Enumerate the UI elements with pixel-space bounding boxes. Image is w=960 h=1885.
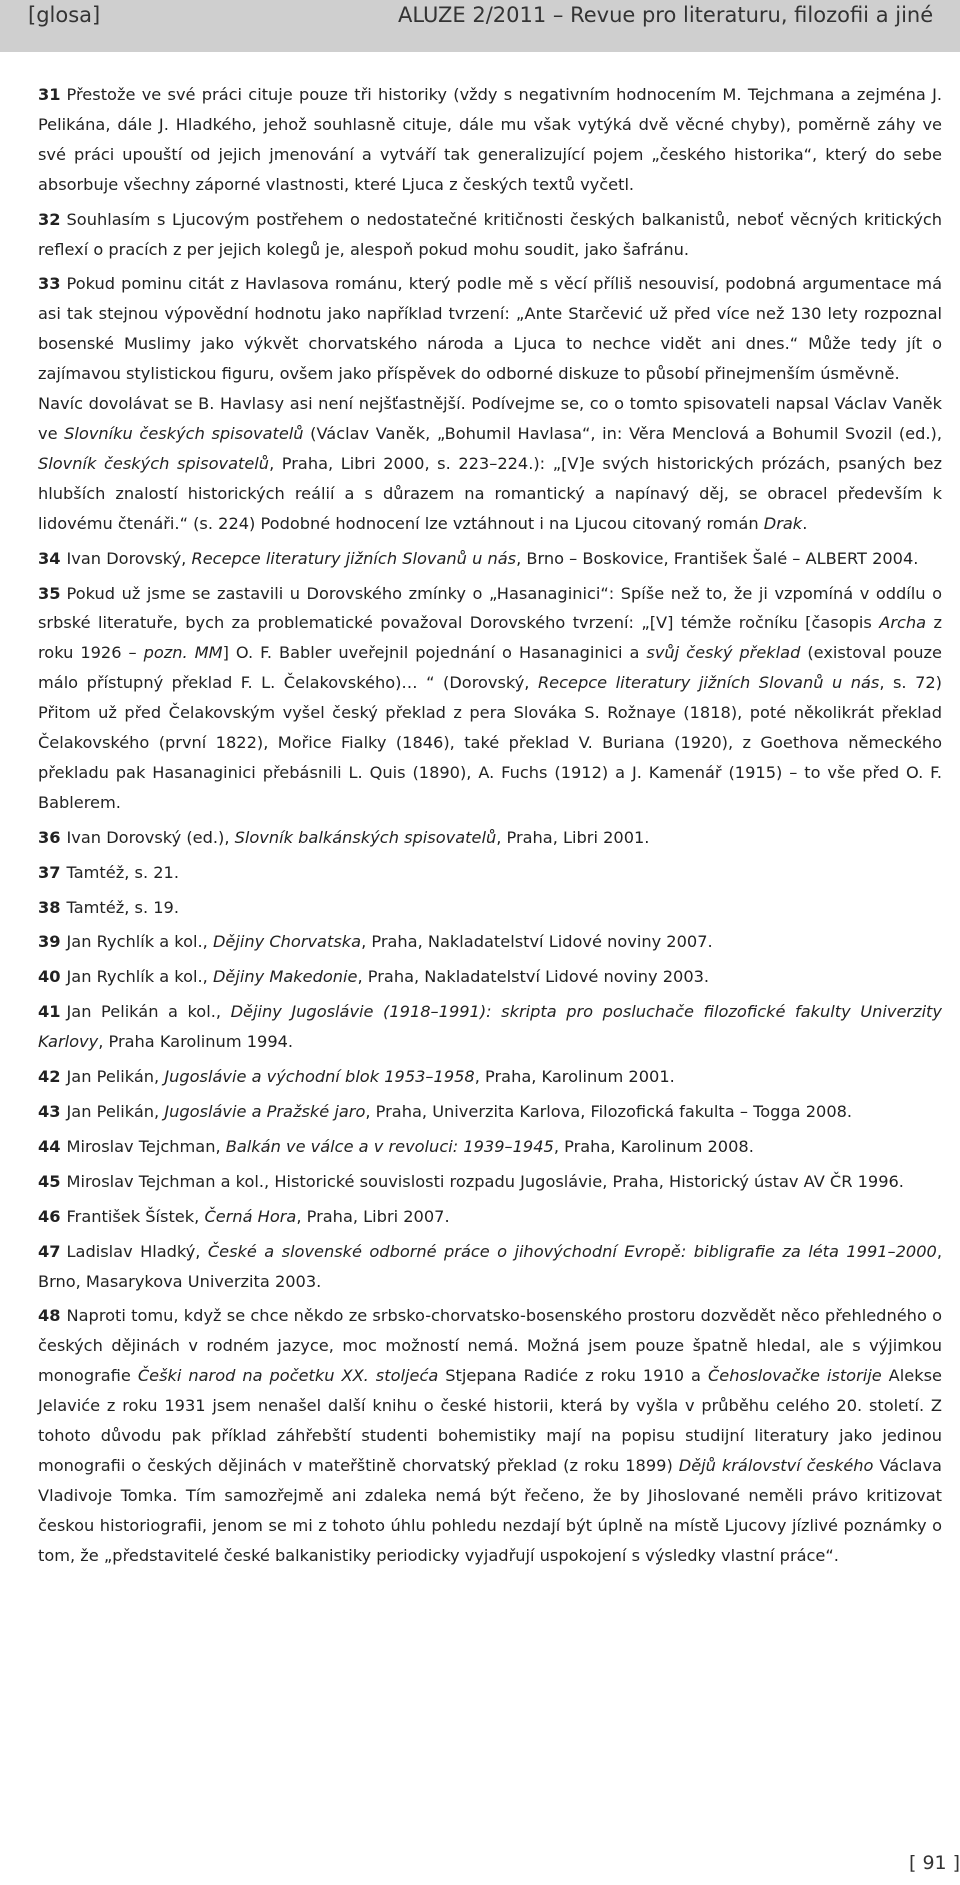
footnote-number: 48 <box>38 1306 61 1326</box>
footnote-number: 39 <box>38 932 61 952</box>
footnote-text: , Praha, Libri 2007. <box>296 1206 450 1226</box>
running-header <box>0 0 960 52</box>
footnote-text: Pokud pominu citát z Havlasova románu, který podle mě s věcí příliš nesouvisí, podobná argumentace má asi tak stejnou výpovědní hodnotu jako například tvrzení: „Ante Starčević už před více než 130 lety rozpoznal bosenské Muslimy jako výkvět chorvatského národa a Ljuca to nechce vidět ani dnes.“ Může tedy jít o zajímavou stylistickou figuru, ovšem jako příspěvek do odborné diskuze to působí přinejmenším úsměvně. <box>38 274 942 384</box>
footnote-32 <box>38 205 942 265</box>
work-title: České a slovenské odborné práce o jihovýchodní Evropě: bibligrafie za léta 1991–2000 <box>207 1241 937 1261</box>
footnote-text: Navíc dovolávat se B. Havlasy asi není nejšťastnější. Podívejme se, co o tomto spisovateli napsal Václav Vaněk ve <box>38 394 942 443</box>
footnote-number: 41 <box>38 1002 61 1022</box>
footnote-number: 32 <box>38 209 61 229</box>
footnote-number: 36 <box>38 827 61 847</box>
footnote-44 <box>38 1132 942 1162</box>
work-title: svůj český překlad <box>646 643 801 663</box>
footnote-text: , Brno, Masarykova Univerzita 2003. <box>38 1241 942 1291</box>
footnote-39 <box>38 927 942 957</box>
footnote-text: Ivan Dorovský (ed.), <box>66 827 235 847</box>
footnotes-block <box>38 80 942 1571</box>
footnote-text: Ivan Dorovský, <box>66 548 192 568</box>
footnote-number: 31 <box>38 85 61 104</box>
footnote-number: 47 <box>38 1241 61 1261</box>
footnote-text: (existoval pouze málo přístupný překlad F. L. Čelakovského)… “ (Dorovský, <box>38 643 943 693</box>
footnote-45 <box>38 1167 942 1197</box>
footnote-number: 38 <box>38 897 61 917</box>
footnote-34 <box>38 544 942 574</box>
work-title: Černá Hora <box>204 1206 297 1226</box>
footnote-text: Václava Vladivoje Tomka. Tím samozřejmě ani zdaleka nemá být řečeno, že by Jihoslované neměli právo kritizovat českou historiografii, jenom se mi z tohoto úhlu pohledu nezdají být úplně na místě Ljucovy jízlivé poznámky o tom, že „představitelé české balkanistiky periodicky vyjadřují uspokojení s výsledky vlastní práce“. <box>38 1455 942 1565</box>
work-title: Slovník českých spisovatelů <box>38 453 270 473</box>
work-title: Archa <box>879 613 927 633</box>
footnote-text: Naproti tomu, když se chce někdo ze srbsko-chorvatsko-bosenského prostoru dozvědět něco přehledného o českých dějinách v rodném jazyce, moc možností nemá. Možná jsem pouze špatně hledal, ale s výjimkou monografie <box>38 1306 942 1386</box>
footnote-number: 40 <box>38 967 61 987</box>
work-title: Recepce literatury jižních Slovanů u nás <box>191 548 517 568</box>
footnote-text: , Praha, Libri 2001. <box>496 827 650 847</box>
footnote-number: 44 <box>38 1136 61 1156</box>
work-title: Recepce literatury jižních Slovanů u nás <box>537 673 880 693</box>
work-title: Balkán ve válce a v revoluci: 1939–1945 <box>225 1136 554 1156</box>
footnote-number: 35 <box>38 583 61 603</box>
footnote-48 <box>38 1301 942 1570</box>
footnote-36 <box>38 823 942 853</box>
footnote-37 <box>38 858 942 888</box>
footnote-40 <box>38 962 942 992</box>
section-label: [glosa] <box>28 3 101 27</box>
footnote-text: . <box>802 513 808 533</box>
work-title: Dějiny Chorvatska <box>212 932 362 952</box>
footnote-text: Souhlasím s Ljucovým postřehem o nedostatečné kritičnosti českých balkanistů, neboť věcných kritických reflexí o pracích z per jejich kolegů je, alespoň pokud mohu soudit, jako šafránu. <box>38 209 942 259</box>
footnote-text: Jan Rychlík a kol., <box>66 932 213 952</box>
footnote-text: , Praha, Univerzita Karlova, Filozofická fakulta – Togga 2008. <box>365 1102 853 1121</box>
footnote-35 <box>38 579 942 818</box>
footnote-text: Přestože ve své práci cituje pouze tři historiky (vždy s negativním hodnocením M. Tejchmana a zejména J. Pelikána, dále J. Hladkého, jehož souhlasně cituje, dále mu však vytýká dvě věcné chyby), poměrně záhy ve své práci upouští od jejich jmenování a vytváří tak generalizující pojem „českého historika“, který do sebe absorbuje všechny záporné vlastnosti, které Ljuca z českých textů vyčetl. <box>38 85 942 194</box>
footnote-43 <box>38 1097 942 1127</box>
work-title: Jugoslávie a východní blok 1953–1958 <box>164 1067 475 1087</box>
footnote-number: 34 <box>38 548 61 568</box>
footnote-text: Jan Pelikán, <box>66 1067 165 1087</box>
footnote-33 <box>38 269 942 389</box>
footnote-text: , Praha, Nakladatelství Lidové noviny 2003. <box>357 967 710 987</box>
footnote-text: ] O. F. Babler uveřejnil pojednání o Hasanaginici a <box>222 643 647 663</box>
footnote-text: Alekse Jelaviće z roku 1931 jsem nenašel další knihu o české historii, která by vyšla v průběhu celého 20. století. Z tohoto důvodu pak příklad záhřebští studenti bohemistiky mají na popisu studijní literatury jako jedinou monografii o českých dějinách v mateřštině chorvatský překlad (z roku 1899) <box>38 1366 942 1475</box>
work-title: Slovník balkánských spisovatelů <box>234 827 497 847</box>
footnote-text: , Praha, Karolinum 2008. <box>553 1136 754 1156</box>
footnote-47 <box>38 1237 942 1297</box>
footnote-31 <box>38 80 942 200</box>
footnote-continuation <box>38 389 942 539</box>
footnote-text: , Brno – Boskovice, František Šalé – ALBERT 2004. <box>516 548 919 568</box>
footnote-text: Jan Pelikán a kol., <box>66 1002 231 1022</box>
footnote-number: 33 <box>38 274 61 294</box>
footnote-text: Tamtéž, s. 21. <box>66 862 179 882</box>
page-number: [ 91 ] <box>909 1852 960 1874</box>
work-title: Drak <box>763 513 803 533</box>
footnote-number: 43 <box>38 1102 61 1121</box>
footnote-text: František Šístek, <box>66 1206 205 1226</box>
footnote-number: 42 <box>38 1067 61 1087</box>
footnote-text: Jan Rychlík a kol., <box>66 967 213 987</box>
work-title: Dějiny Jugoslávie (1918–1991): skripta pro posluchače filozofické fakulty Univerzity Karlovy <box>38 1002 942 1052</box>
footnote-text: Tamtéž, s. 19. <box>66 897 179 917</box>
footnote-text: , Praha, Libri 2000, s. 223–224.): „[V]e svých historických prózách, psaných bez hlubších znalostí historických reálií a s důrazem na romantický a napínavý děj, se obracel především k lidovému čtenáři.“ (s. 224) Podobné hodnocení lze vztáhnout i na Ljucou citovaný román <box>38 453 942 533</box>
footnote-text: Miroslav Tejchman, <box>66 1136 226 1156</box>
work-title: Dějiny Makedonie <box>212 967 358 987</box>
work-title: Dějů království českého <box>678 1455 874 1475</box>
work-title: Češki narod na početku XX. stoljeća <box>137 1366 439 1386</box>
footnote-42 <box>38 1062 942 1092</box>
work-title: Slovníku českých spisovatelů <box>64 423 304 443</box>
footnote-number: 46 <box>38 1206 61 1226</box>
footnote-text: z roku 1926 – <box>38 613 942 663</box>
footnote-number: 45 <box>38 1171 61 1191</box>
footnote-text: Ladislav Hladký, <box>66 1241 208 1261</box>
footnote-number: 37 <box>38 862 61 882</box>
footnote-text: Stjepana Radiće z roku 1910 a <box>438 1366 708 1386</box>
journal-title: ALUZE 2/2011 – Revue pro literaturu, filozofii a jiné <box>398 3 934 27</box>
footnote-46 <box>38 1202 942 1232</box>
work-title: Jugoslávie a Pražské jaro <box>164 1102 366 1121</box>
footnote-text: , Praha, Nakladatelství Lidové noviny 2007. <box>361 932 713 952</box>
footnote-text: (Václav Vaněk, „Bohumil Havlasa“, in: Věra Menclová a Bohumil Svozil (ed.), <box>303 423 943 443</box>
footnote-text: , s. 72) Přitom už před Čelakovským vyšel český překlad z pera Slováka S. Rožnaye (1818), poté několikrát překlad Čelakovského (první 1822), Mořice Fialky (1846), také překlad V. Buriana (1920), z Goethova německého překladu pak Hasanaginici přebásnili L. Quis (1890), A. Fuchs (1912) a J. Kamenář (1915) – to vše před O. F. Bablerem. <box>38 673 942 812</box>
work-title: Čehoslovačke istorije <box>707 1366 882 1386</box>
footnote-38 <box>38 893 942 923</box>
footnote-text: , Praha, Karolinum 2001. <box>474 1067 675 1087</box>
footnote-text: Pokud už jsme se zastavili u Dorovského zmínky o „Hasanaginici“: Spíše než to, že ji vzpomíná v oddílu o srbské literatuře, bych za problematické považoval Dorovského tvrzení: „[V] témže ročníku [časopis <box>38 583 942 633</box>
footnote-41 <box>38 997 942 1057</box>
work-title: pozn. MM <box>143 643 223 663</box>
footnote-text: Jan Pelikán, <box>66 1102 165 1121</box>
footnote-text: , Praha Karolinum 1994. <box>98 1032 294 1052</box>
footnote-text: Miroslav Tejchman a kol., Historické souvislosti rozpadu Jugoslávie, Praha, Historický ústav AV ČR 1996. <box>66 1171 904 1191</box>
